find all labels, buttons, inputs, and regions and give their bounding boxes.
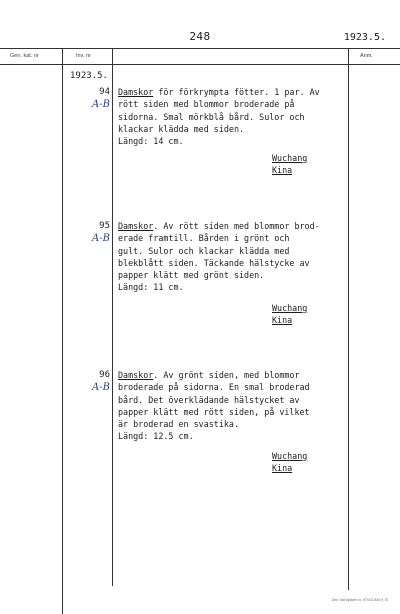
header-rule <box>0 64 400 65</box>
header-date: 1923.5. <box>343 32 386 43</box>
signature-95 <box>272 302 307 327</box>
column-divider-2 <box>112 48 113 586</box>
top-rule <box>0 48 400 49</box>
signature-96 <box>272 450 307 475</box>
donor: Wuchang <box>272 303 308 313</box>
column-divider-3 <box>348 48 349 590</box>
entry-text <box>118 369 340 443</box>
entry-title: Damskor <box>118 87 154 97</box>
handwritten-note: A-B <box>92 233 110 244</box>
inv-number: 95 <box>99 221 110 231</box>
inv-number-96 <box>70 369 110 394</box>
place: Kina <box>272 315 293 326</box>
entry-description: för förkrympta fötter. 1 par. Av rött siden med blommor broderade på sidorna. Smal mörkblå bård. Sulor och klackar klädda med siden. Längd: 14 cm. <box>118 87 320 147</box>
donor: Wuchang <box>272 451 308 461</box>
column-header-inv: Inv. nr <box>76 53 91 59</box>
column-divider-1 <box>62 48 63 614</box>
entry-description: . Av rött siden med blommor brod- erade framtill. Bården i grönt och gult. Sulor och klackar klädda med blekblått siden. Täckande hälstycke av papper klätt med grönt siden. Längd: 11 cm. <box>118 221 320 293</box>
handwritten-note: A-B <box>92 382 110 393</box>
column-header-gen-kat: Gen. kat. nr <box>10 53 39 59</box>
inv-number-94 <box>70 86 110 111</box>
sub-date: 1923.5. <box>70 71 108 81</box>
page-number: 248 <box>189 30 211 43</box>
entry-title: Damskor <box>118 221 154 231</box>
column-header-anm: Anm. <box>360 53 373 59</box>
inv-number-95 <box>70 220 110 245</box>
inv-number: 96 <box>99 370 110 380</box>
handwritten-note: A-B <box>92 99 110 110</box>
entry-description: . Av grönt siden, med blommor broderade på sidorna. En smal broderad bård. Det överklädande hälstycket av papper klätt med rött siden, på vilket är broderad en svastika. Längd: 12.5 cm. <box>118 370 310 442</box>
entry-text <box>118 220 340 294</box>
printer-footer: Gen. kat.tryckeri nr. 9741G 844 9 70 <box>331 598 388 602</box>
inv-number: 94 <box>99 87 110 97</box>
entry-95 <box>118 220 340 294</box>
entry-text <box>118 86 340 147</box>
entry-title: Damskor <box>118 370 154 380</box>
donor: Wuchang <box>272 153 308 163</box>
signature-94 <box>272 152 307 177</box>
place: Kina <box>272 165 293 176</box>
place: Kina <box>272 463 293 474</box>
entry-94 <box>118 86 340 147</box>
entry-96 <box>118 369 340 443</box>
